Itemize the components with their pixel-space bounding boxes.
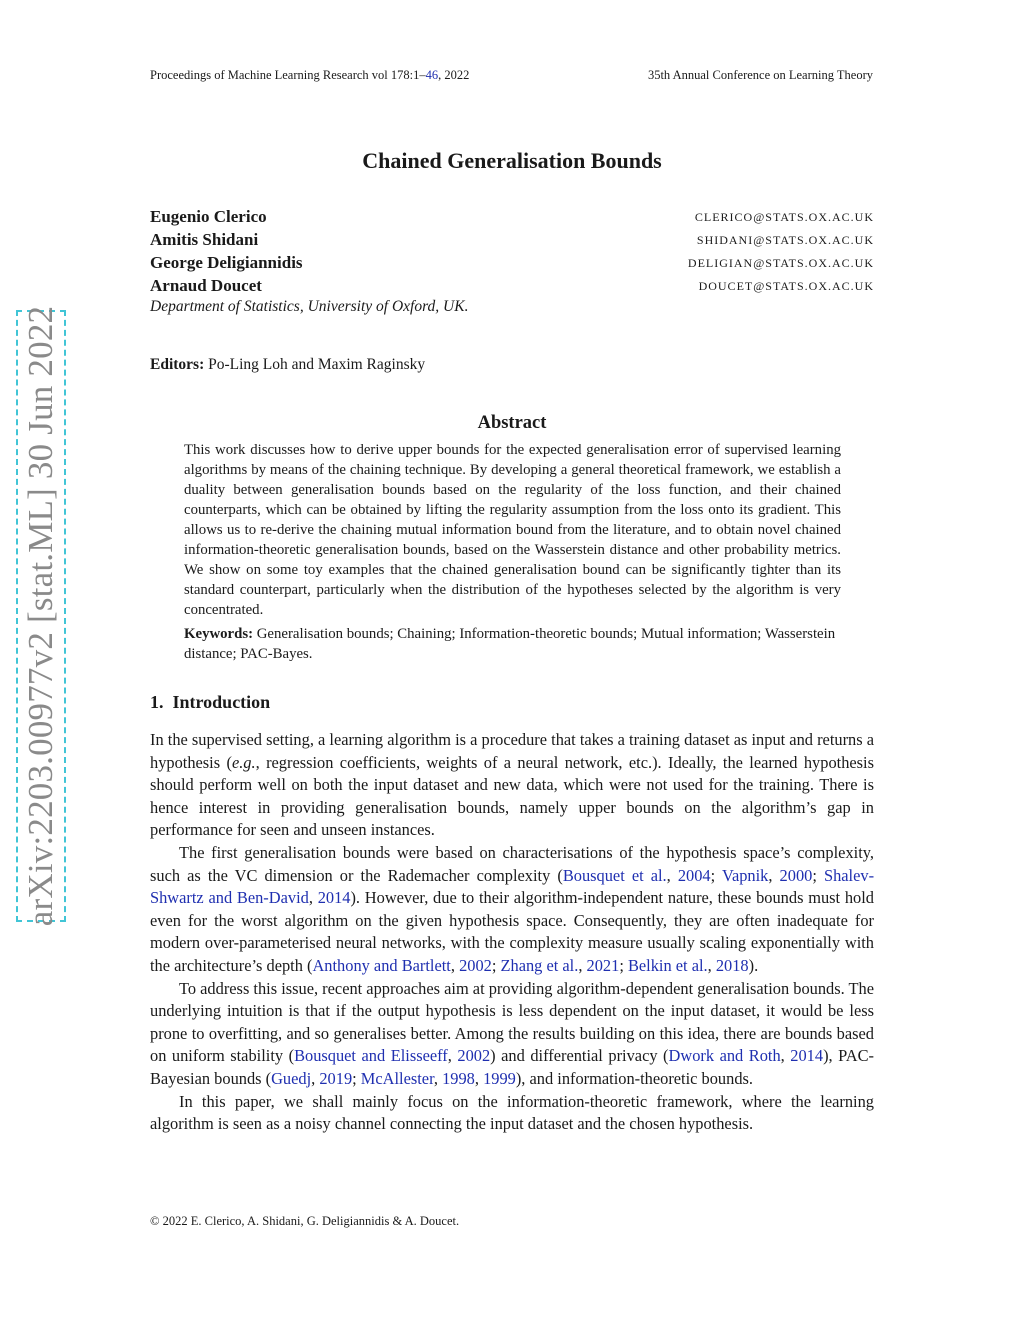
editors-line	[150, 356, 425, 374]
citation-link[interactable]: Guedj	[271, 1068, 312, 1088]
introduction-body	[150, 729, 874, 1136]
citation-link[interactable]: Shalev-Shwartz and Ben-David	[150, 865, 875, 908]
text-run: To address this issue, recent approaches aim at providing algorithm-dependent generalisation bounds. The underlying intuition is that if the output hypothesis is less dependent on the input dataset, it would be less prone to overfitting, and so generalises better. Among the results building on this idea, there are bounds based on uniform stability (	[150, 978, 874, 1066]
citation-year-link[interactable]: 2000	[779, 865, 813, 885]
text-run: The first generalisation bounds were based on characterisations of the hypothesis space’s complexity, such as the VC dimension or the Rademacher complexity (	[150, 842, 874, 885]
paragraph: In this paper, we shall mainly focus on the information-theoretic framework, where the learning algorithm is seen as a noisy channel connecting the input dataset and the chosen hypothesis.	[150, 1091, 874, 1134]
citation-year-link[interactable]: 1998	[442, 1068, 475, 1088]
author-name: Eugenio Clerico	[150, 207, 267, 226]
arxiv-stamp-text[interactable]: arXiv:2203.00977v2 [stat.ML] 30 Jun 2022	[21, 305, 60, 927]
keywords-label: Keywords:	[184, 626, 254, 642]
author-email: DOUCET@STATS.OX.AC.UK	[698, 279, 874, 293]
citation-year-link[interactable]: 2018	[715, 955, 749, 975]
keywords	[184, 624, 841, 664]
citation-link[interactable]: Zhang et al.	[500, 955, 579, 975]
author-name: George Deligiannidis	[150, 253, 303, 272]
section-number: 1.	[150, 692, 164, 712]
header-left-prefix: Proceedings of Machine Learning Research vol 178:1–	[150, 68, 426, 82]
section-heading	[150, 692, 270, 713]
abstract-heading: Abstract	[477, 413, 547, 433]
text-run: ), and information-theoretic bounds.	[515, 1068, 753, 1088]
citation-year-link[interactable]: 2002	[459, 955, 492, 975]
copyright-footer: © 2022 E. Clerico, A. Shidani, G. Deligiannidis & A. Doucet.	[150, 1214, 460, 1228]
author-row	[150, 276, 874, 298]
running-header-left	[150, 68, 469, 83]
paragraph	[150, 729, 874, 842]
citation-year-link[interactable]: 2019	[319, 1068, 353, 1088]
affiliation: Department of Statistics, University of Oxford, UK.	[150, 298, 469, 315]
citation-link[interactable]: McAllester	[360, 1068, 434, 1088]
citation-link[interactable]: Bousquet and Elisseeff	[294, 1046, 448, 1066]
page-count-link[interactable]: 46	[425, 68, 439, 82]
abstract-text: This work discusses how to derive upper bounds for the expected generalisation error of supervised learning algorithms by means of the chaining technique. By developing a general theoretical framework, we establish a duality between generalisation bounds based on the regularity of the loss function, and their chained counterparts, which can be obtained by lifting the regularity assumption from the loss onto its gradient. This allows us to re-derive the chaining mutual information bound from the literature, and to obtain novel chained information-theoretic generalisation bounds, based on the Wasserstein distance and other probability metrics. We show on some toy examples that the chained generalisation bound can be significantly tighter than its standard counterpart, particularly when the distribution of the hypotheses selected by the algorithm is very concentrated.	[184, 442, 841, 618]
citation-link[interactable]: Vapnik	[721, 865, 769, 885]
text-run: ), PAC-Bayesian bounds (	[150, 1046, 874, 1088]
text-run: ).	[748, 955, 759, 975]
paragraph: To address this issue, recent approaches aim at providing algorithm-dependent generalisation bounds. The underlying intuition is that if the output hypothesis is less dependent on the input dataset, it would be less prone to overfitting, and so generalises better. Among the results building on this idea, there are bounds based on uniform stability (Bousquet and Elisseeff, 2002) and differential privacy (Dwork and Roth, 2014), PAC-Bayesian bounds (Guedj, 2019; McAllester, 1998, 1999), and information-theoretic bounds.	[150, 978, 874, 1088]
keywords-text: Generalisation bounds; Chaining; Information-theoretic bounds; Mutual information; Wasserstein distance; PAC-Bayes.	[184, 626, 836, 662]
author-email: CLERICO@STATS.OX.AC.UK	[694, 210, 874, 224]
citation-year-link[interactable]: 2021	[586, 955, 620, 975]
author-row	[150, 207, 874, 229]
author-email: SHIDANI@STATS.OX.AC.UK	[696, 233, 874, 247]
text-run: ). However, due to their algorithm-independent nature, these bounds must hold even for the worst algorithm on the given hypothesis space. Consequently, they are often inadequate for modern over-parameterised neural networks, with the complexity measure usually scaling exponentially with the architecture’s depth (	[150, 888, 874, 975]
text-run: In the supervised setting, a learning algorithm is a procedure that takes a training dataset as input and returns a hypothesis (	[150, 730, 874, 772]
citation-year-link[interactable]: 2002	[457, 1046, 491, 1066]
paragraph: The first generalisation bounds were based on characterisations of the hypothesis space’s complexity, such as the VC dimension or the Rademacher complexity (Bousquet et al., 2004; Vapnik, 2000; Shalev-Shwartz and Ben-David, 2014). However, due to their algorithm-independent nature, these bounds must hold even for the worst algorithm on the given hypothesis space. Consequently, they are often inadequate for modern over-parameterised neural networks, with the complexity measure usually scaling exponentially with the architecture’s depth (Anthony and Bartlett, 2002; Zhang et al., 2021; Belkin et al., 2018).	[150, 842, 875, 975]
text-run: e.g.	[231, 752, 256, 772]
citation-link[interactable]: Bousquet et al.	[562, 865, 667, 885]
author-name: Arnaud Doucet	[150, 276, 262, 295]
citation-link[interactable]: Dwork and Roth	[668, 1046, 781, 1066]
author-row	[150, 230, 874, 252]
editors-names: Po-Ling Loh and Maxim Raginsky	[208, 356, 426, 373]
author-name: Amitis Shidani	[150, 230, 259, 249]
author-row	[150, 253, 874, 275]
editors-label: Editors:	[150, 356, 205, 373]
paper-title: Chained Generalisation Bounds	[362, 148, 662, 173]
citation-link[interactable]: Belkin et al.	[627, 955, 708, 975]
text-run: , regression coefficients, weights of a neural network, etc.). Ideally, the learned hypothesis should perform well on both the input dataset and new data, which were not used for the training. There is hence interest in providing generalisation bounds, namely upper bounds on the algorithm’s gap in performance for seen and unseen instances.	[150, 752, 874, 840]
citation-year-link[interactable]: 2014	[790, 1046, 824, 1066]
section-title: Introduction	[172, 692, 271, 712]
citation-year-link[interactable]: 2014	[317, 888, 351, 908]
header-left-suffix: , 2022	[438, 68, 470, 82]
citation-year-link[interactable]: 2004	[677, 865, 711, 885]
citation-link[interactable]: Anthony and Bartlett	[312, 955, 451, 975]
citation-year-link[interactable]: 1999	[483, 1068, 516, 1088]
author-email: DELIGIAN@STATS.OX.AC.UK	[687, 256, 874, 270]
text-run: ) and differential privacy (	[490, 1046, 669, 1066]
running-header-right: 35th Annual Conference on Learning Theory	[647, 68, 873, 82]
